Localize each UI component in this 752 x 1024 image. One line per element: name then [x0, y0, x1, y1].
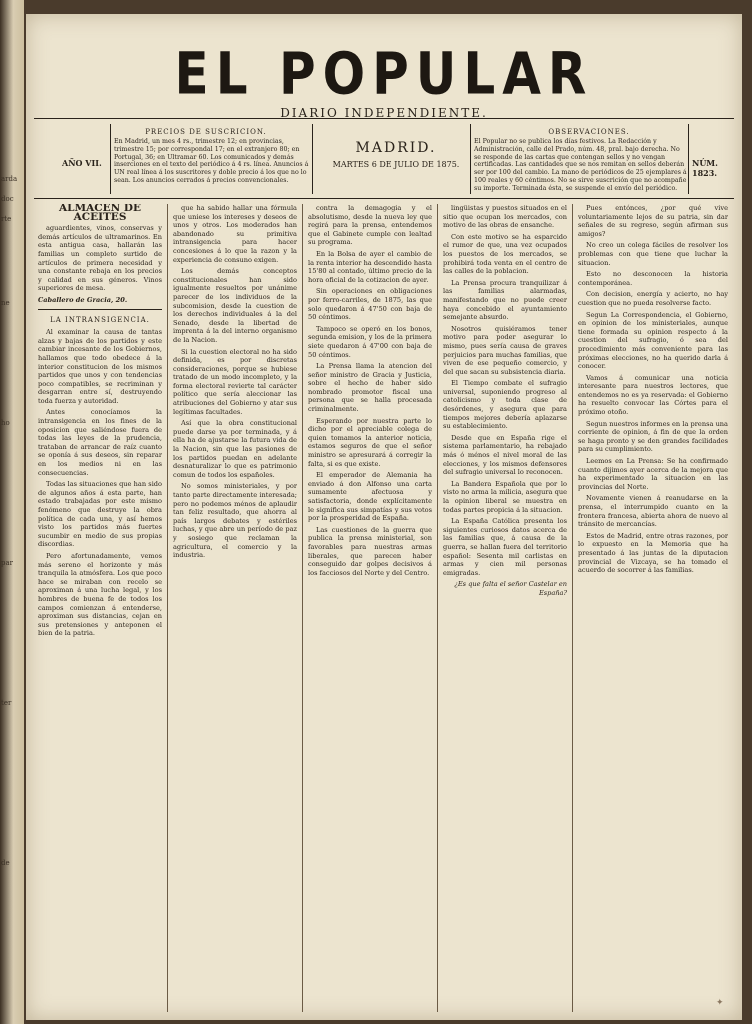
paragraph: Desde que en España rige el sistema parlamentario, ha rebajado más ó ménos el nivel moral de las elecciones, y los mismos defensores del sufragio universal lo reconocen.	[443, 433, 567, 477]
bottom-line: ¿Es que falta el señor Castelar en España?	[454, 580, 567, 597]
band-divider	[312, 124, 313, 194]
column-3	[308, 204, 432, 1012]
paragraph: Nosotros quisiéramos tener motivo para poder asegurar lo mismo, pues sería causa de graves perjuicios para muchas familias, que viven de ese pequeño comercio, y del que sacan su subsistencia diaria.	[443, 324, 567, 376]
newspaper-title: EL POPULAR	[174, 40, 594, 108]
column-1	[38, 204, 162, 1012]
paragraph: Segun La Correspondencia, el Gobierno, en opinion de los ministeriales, aunque tiene formada su opinion respecto á la cuestion del sufragio, ó sea del procedimiento más conveniente para las próximas elecciones, no ha querido darla á conocer.	[578, 310, 728, 371]
ad-title: ALMACEN DE ACEITES	[58, 204, 142, 223]
newspaper-page	[26, 14, 742, 1020]
paragraph: Vamos á comunicar una noticia interesante para nuestros lectores, que entendemos no es ya reservada: el Gobierno ha resuelto convocar las Córtes para el próximo otoño.	[578, 373, 728, 417]
paragraph: La España Católica presenta los siguientes curiosos datos acerca de las familias que, á causa de la guerra, se hallan fuera del territorio español: Sesenta mil carlistas en armas y cien mil personas emigradas.	[443, 517, 567, 577]
paragraph: Así que la obra constitucional puede darse ya por terminada, y á ella ha de ajustarse la futura vida de la Nacion, sin que las pasiones de los partidos puedan en adelante desnaturalizar lo que es patrimonio comun de todos los españoles.	[173, 419, 297, 479]
band-divider	[688, 124, 689, 194]
ad-text: aguardientes, vinos, conservas y demás artículos de ultramarinos. En esta antigua casa, hallarán las familias un completo surtido de artículos de primera necesidad y una constante rebaja en los precios y calidad en sus géneros. Vinos superiores de mesa.	[38, 224, 162, 293]
band-divider	[110, 124, 111, 194]
paragraph: La Prensa llama la atencion del señor ministro de Gracia y Justicia, sobre el hecho de haber sido nombrado promotor fiscal una persona que se halla procesada criminalmente.	[308, 362, 432, 414]
paragraph: No somos ministeriales, y por tanto parte directamente interesada; pero no podemos ménos de aplaudir tan feliz resultado, que ahorra al país largos debates y estériles luchas, y que abre un período de paz y sosiego que reclaman la agricultura, el comercio y la industria.	[173, 482, 297, 560]
paragraph: No creo un colega fáciles de resolver los problemas con que tiene que luchar la situacion.	[578, 241, 728, 267]
issue-date: MARTES 6 DE JULIO DE 1875.	[332, 160, 460, 169]
year-label: AÑO VII.	[62, 158, 102, 168]
paragraph: Pues entónces, ¿por qué vive voluntariamente lejos de su patria, sin dar señales de su regreso, según afirman sus amigos?	[578, 204, 728, 238]
observations-text: El Popular no se publica los días festivos. La Redacción y Administración, calle del Prado, núm. 48, pral. bajo derecha. No se responde de las cartas que contengan sellos y no vengan certificadas. Las cantidades que se nos remitan en sellos deberán ser por 100 del cambio. La mano de periódicos de 25 ejemplares á 100 reales y 60 céntimos. No se sirve suscrición que no acompañe su importe. Terminada ésta, se suspende el envío del periódico.	[474, 138, 687, 192]
column-rule	[302, 204, 303, 1012]
paragraph: Sin operaciones en obligaciones por ferro-carriles, de 1875, las que solo quedaron á 47'50 con baja de 50 céntimos.	[308, 287, 432, 322]
paragraph: Todas las situaciones que han sido de algunos años á esta parte, han estado trabajadas por este mismo fenómeno que destruye la obra política de cada una, y así hemos visto los partidos más fuertes sucumbir en medio de sus propias discordias.	[38, 480, 162, 549]
column-2	[173, 204, 297, 1012]
column-rule	[167, 204, 168, 1012]
paragraph: Los demás conceptos constitucionales han sido igualmente resueltos por unánime parecer de los individuos de la subcomision, desde la cuestion de los derechos individuales á la del Senado, desde la libertad de imprenta á la del interno organismo de la Nacion.	[173, 267, 297, 344]
header-top-rule	[34, 118, 734, 119]
header-bottom-rule	[34, 198, 734, 199]
subscription-title: PRECIOS DE SUSCRICION.	[145, 128, 267, 136]
ad-footer: Caballero de Gracia, 20.	[38, 296, 162, 310]
paragraph: que ha sabido hallar una fórmula que uniese los intereses y deseos de unos y otros. Los moderados han abandonado su primitiva intransigencia para hacer concesiones á lo que la razon y la experiencia de consuno exigen.	[173, 204, 297, 264]
paragraph: Antes conocíamos la intransigencia en los fines de la oposicion que saliéndose fuera de todas las leyes de la prudencia, trataban de arrancar de raíz cuanto se oponía á sus deseos, sin reparar en los medios ni en las consecuencias.	[38, 408, 162, 477]
paragraph: Con este motivo se ha esparcido el rumor de que, una vez ocupados los puestos de los mercados, se prohibirá toda venta en el centro de las calles de la poblacion.	[443, 232, 567, 276]
city-name: MADRID.	[355, 140, 437, 156]
masthead	[26, 40, 742, 120]
column-rule	[437, 204, 438, 1012]
dateline	[316, 140, 476, 169]
paragraph: En la Bolsa de ayer el cambio de la renta interior ha descendido hasta 15'80 al contado, último precio de la hora oficial de la cotizacion de ayer.	[308, 249, 432, 284]
paragraph: El emperador de Alemania ha enviado á don Alfonso una carta sumamente afectuosa y satisfactoria, donde explícitamente le significa sus simpatías y sus votos por la prosperidad de España.	[308, 471, 432, 523]
paragraph: Al examinar la causa de tantas alzas y bajas de los partidos y este cambiar incesante de los Gobiernos, hallamos que todo obedece á la interior constitucion de los mismos partidos que unos y con tendencias poco compatibles, se recriminan y desgarran entre sí, destruyendo toda fuerza y autoridad.	[38, 328, 162, 405]
column-4	[443, 204, 567, 1012]
column-5	[578, 204, 728, 1012]
section-heading: LA INTRANSIGENCIA.	[50, 315, 150, 324]
paragraph: La Prensa procura tranquilizar á las familias alarmadas, manifestando que no puede creer haya concebido el ayuntamiento semejante absurdo.	[443, 278, 567, 322]
paragraph: El Tiempo combate el sufragio universal, suponiendo progreso al catolicismo y toda clase de desórdenes, y asegura que para tiempos mejores debería aplazarse su establecimiento.	[443, 379, 567, 431]
paragraph: Leemos en La Prensa: Se ha confirmado cuanto dijimos ayer acerca de la mejora que ha experimentado la situacion en las provincias del Norte.	[578, 457, 728, 491]
paragraph: Pero afortunadamente, vemos más sereno el horizonte y más tranquila la atmósfera. Los que poco hace se miraban con recelo se aproximan á una lucha legal, y los hombres de buena fe de todos los campos comienzan á entenderse, aproximan sus distancias, cejan en sus pretensiones y anteponen el bien de la patria.	[38, 551, 162, 638]
info-band	[26, 120, 742, 196]
paragraph: Estos de Madrid, entre otras razones, por lo expuesto en la Memoria que ha presentado á las juntas de la diputacion provincial de Vizcaya, se ha tomado el acuerdo de socorrer á las familias.	[578, 531, 728, 575]
paragraph: Segun nuestros informes en la prensa una corriente de opinion, á fin de que la orden se haga pronto y se den grandes facilidades para su cumplimiento.	[578, 419, 728, 454]
library-stamp-icon: ✦	[716, 998, 724, 1008]
paragraph: Esperando por nuestra parte lo dicho por el apreciable colega de quien tomamos la anterior noticia, estamos seguros de que el señor ministro se apresurará á corregir la falta, si es que existe.	[308, 416, 432, 468]
observations-title: OBSERVACIONES.	[548, 128, 630, 136]
issue-number: NÚM. 1823.	[692, 158, 718, 178]
paragraph: Si la cuestion electoral no ha sido definida, es por discretas consideraciones, porque se hubiese tratado de un modo incompleto, y la forma electoral revierte tal carácter político que sería aleccionar las atribuciones del Gobierno y atar sus legítimas facultades.	[173, 347, 297, 416]
paragraph: contra la demagogia y el absolutismo, desde la nueva ley que regirá para la prensa, entendemos que el Gabinete cumple con lealtad su programa.	[308, 204, 432, 247]
paragraph: Novamente vienen á reanudarse en la prensa, el interrumpido cuanto en la frontera francesa, abierta ahora de nuevo al tránsito de mercancías.	[578, 494, 728, 529]
paragraph: Las cuestiones de la guerra que publica la prensa ministerial, son favorables para nuestras armas liberales, que parecen haber conseguido dar golpes decisivos á los facciosos del Norte y del Centro.	[308, 525, 432, 577]
band-divider	[470, 124, 471, 194]
adjacent-page-edge: arda doc rte ne ho par ter de	[0, 0, 24, 1024]
paragraph: La Bandera Española que por lo visto no arma la milicia, asegura que la opinion liberal se muestra en todas partes propicia á la situacion.	[443, 479, 567, 514]
column-rule	[572, 204, 573, 1012]
paragraph: Esto no desconocen la historia contemporánea.	[578, 270, 728, 287]
newspaper-subtitle: DIARIO INDEPENDIENTE.	[280, 106, 488, 120]
paragraph: Tampoco se operó en los bonos, segunda emision, y los de la primera siete quedaron á 47'00 con baja de 50 céntimos.	[308, 324, 432, 359]
paragraph: lingüistas y puestos situados en el sitio que ocupan los mercados, con motivo de las obras de ensanche.	[443, 204, 567, 230]
subscription-text: En Madrid, un mes 4 rs., trimestre 12; en provincias, trimestre 15; por correspondal 17; en el extranjero 80; en Portugal, 36; en Ultramar 60. Los comunicados y demás inserciones en el texto del periódico á 4 rs. línea. Anuncios á UN real línea á los suscritores y doble precio á los que no lo sean. Los anuncios cerrados á precios convencionales.	[114, 138, 309, 184]
paragraph: Con decision, energía y acierto, no hay cuestion que no pueda resolverse facto.	[578, 290, 728, 307]
